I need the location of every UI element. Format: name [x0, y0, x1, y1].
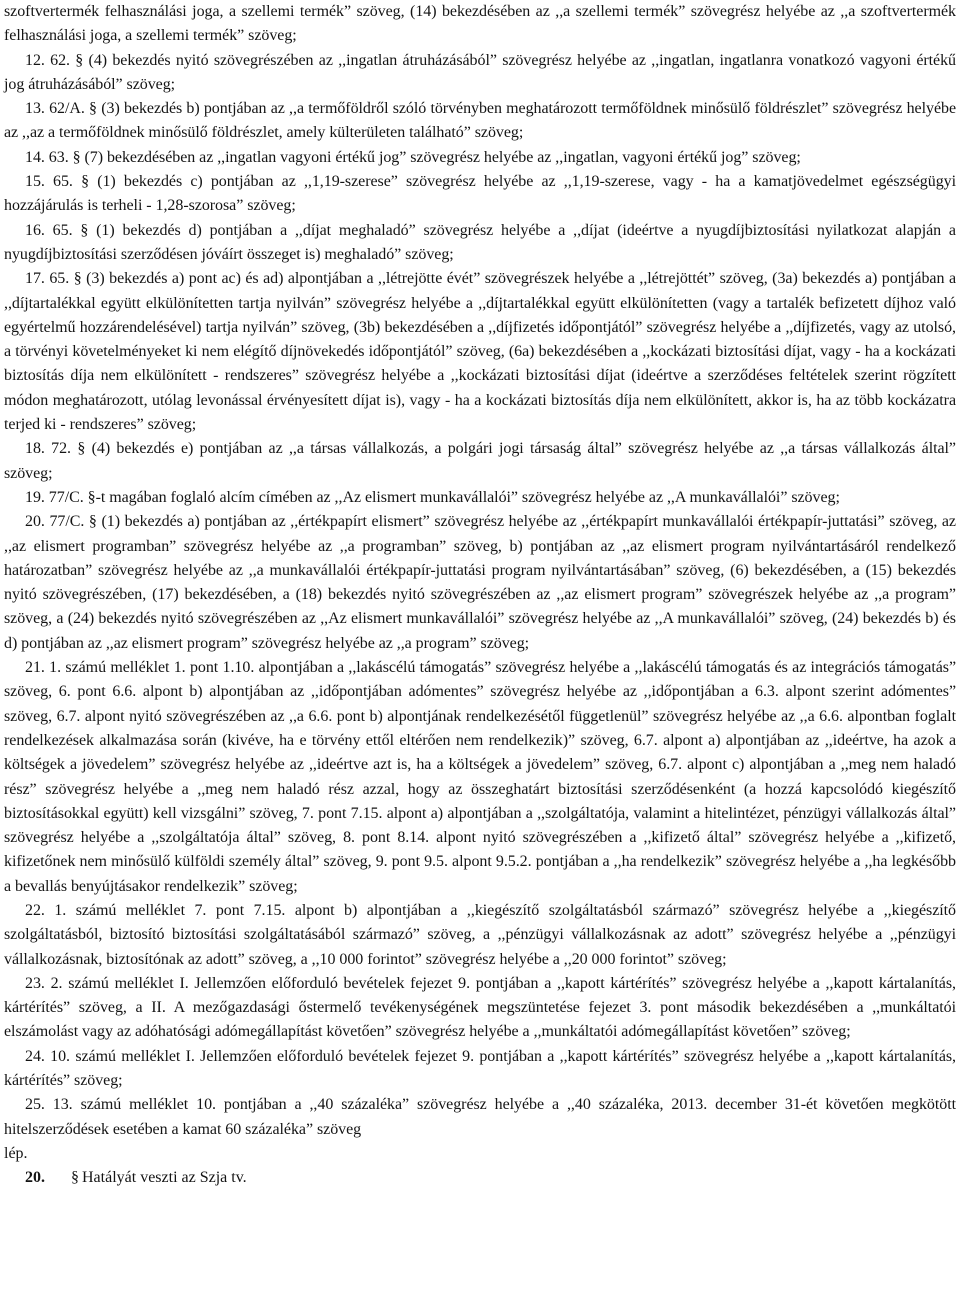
- amendment-item-23: 23. 2. számú melléklet I. Jellemzően előforduló bevételek fejezet 9. pontjában a ,,kapott kártérítés” szövegrész helyébe a ,,kapott kártalanítás, kártérítés” szöveg, a II. A mezőgazdasági őstermelő tevékenységének megszüntetése fejezet 3. pont második bekezdésében a ,,munkáltatói elszámolást vagy az adóhatósági adómegállapítást követően” szövegrész helyébe a ,,munkáltatói adómegállapítást követően” szöveg;: [4, 974, 956, 1041]
- amendment-item-20: 20. 77/C. § (1) bekezdés a) pontjában az ,,értékpapírt elismert” szövegrész helyébe az ,,értékpapírt munkavállalói értékpapír-juttatási” szöveg, az ,,az elismert programban” szövegrész helyébe az ,,a programban” szöveg, b) pontjában az ,,az elismert program nyilvántartásáról rendelkező határozatban” szövegrész helyébe az ,,a munkavállalói értékpapír-juttatási program nyilvántartásában” szöveg, (6) bekezdésében, a (15) bekezdés nyitó szövegrészében, (17) bekezdésében, a (18) bekezdés nyitó szövegrészében az ,,az elismert program” szövegrészek helyébe az ,,a program” szöveg, a (24) bekezdés nyitó szövegrészében az ,,Az elismert munkavállalói” szövegrész helyébe az ,,A munkavállalói” szöveg, (24) bekezdés b) és d) pontjában az ,,az elismert program” szövegrész helyébe az ,,a program” szöveg;: [4, 513, 956, 652]
- paragraph-continuation: szoftvertermék felhasználási joga, a szellemi termék” szöveg, (14) bekezdésében az ,,a szellemi termék” szövegrész helyébe az ,,a szoftvertermék felhasználási joga, a szellemi termék” szöveg;: [4, 3, 956, 45]
- amendment-item-15: 15. 65. § (1) bekezdés c) pontjában az ,,1,19-szerese” szövegrész helyébe az ,,1,19-szerese, vagy - ha a kamatjövedelmet egészségügyi hozzájárulás is terheli - 1,28-szorosa” szöveg;: [4, 173, 956, 215]
- amendment-item-19: 19. 77/C. §-t magában foglaló alcím címében az ,,Az elismert munkavállalói” szövegrész helyébe az ,,A munkavállalói” szöveg;: [25, 488, 840, 506]
- amendment-item-12: 12. 62. § (4) bekezdés nyitó szövegrészében az ,,ingatlan átruházásából” szövegrész helyébe az ,,ingatlan, ingatlanra vonatkozó vagyoni értékű jog átruházásából” szöveg;: [4, 51, 956, 93]
- section-20: [4, 1166, 956, 1190]
- amendment-item-21: 21. 1. számú melléklet 1. pont 1.10. alpontjában a ,,lakáscélú támogatás” szövegrész helyébe a ,,lakáscélú támogatás és az integrációs támogatás” szöveg, 6. pont 6.6. alpont b) alpontjában az ,,időpontjában adómentes” szövegrész helyébe az ,,időpontjában a 6.3. alpont szerint adómentes” szöveg, 6.7. alpont nyitó szövegrészében az ,,a 6.6. pont b) alpontjának rendelkezésétől függetlenül” szövegrész helyébe az ,,a 6.6. alpontban foglalt rendelkezések alkalmazása során (kivéve, ha e törvény ettől eltérően nem rendelkezik)” szöveg, 6.7. alpont a) alpontjában az ,,ideértve, ha azok a költségek a jövedelem” szövegrész helyébe az ,,ideértve azt is, ha a költségek a jövedelem” szöveg, 6.7. alpont c) alpontjában a ,,meg nem haladó rész” szövegrész helyébe a ,,meg nem haladó rész azzal, hogy az összeghatárt biztosítási szerződésenként (a hozzá kapcsolódó kiegészítő biztosításokkal együtt) kell vizsgálni” szöveg, 7. pont 7.15. alpont a) alpontjában a ,,szolgáltatója, valamint a hitelintézet, pénzügyi vállalkozás által” szövegrész helyébe a ,,szolgáltatója által” szöveg, 8. pont 8.14. alpont nyitó szövegrészében a ,,kifizető által” szövegrész helyébe a ,,kifizető, kifizetőnek nem minősülő külföldi személy által” szöveg, 9. pont 9.5. alpont 9.5.2. pontjában a ,,ha rendelkezik” szövegrész helyébe a ,,ha legkésőbb a bevallás benyújtásakor rendelkezik” szöveg;: [4, 659, 956, 895]
- closing-word: lép.: [4, 1144, 28, 1162]
- amendment-item-16: 16. 65. § (1) bekezdés d) pontjában a ,,díjat meghaladó” szövegrész helyébe a ,,díjat (ideértve a nyugdíjbiztosítási nyilatkozat alapján a nyugdíjbiztosítási szerződésen jóváírt összeget is) meghaladó” szöveg;: [4, 221, 956, 263]
- amendment-item-25: 25. 13. számú melléklet 10. pontjában a ,,40 százaléka” szövegrész helyébe a ,,40 százaléka, 2013. december 31-ét követően megkötött hitelszerződések esetében a kamat 60 százaléka” szöveg: [4, 1096, 956, 1138]
- amendment-item-13: 13. 62/A. § (3) bekezdés b) pontjában az ,,a termőföldről szóló törvényben meghatározott termőföldnek minősülő földrészlet” szövegrész helyébe az ,,az a termőföldnek minősülő földrészlet, amely külterületen található” szöveg;: [4, 100, 956, 142]
- section-text: Hatályát veszti az Szja tv.: [82, 1169, 247, 1187]
- amendment-item-24: 24. 10. számú melléklet I. Jellemzően előforduló bevételek fejezet 9. pontjában a ,,kapott kártérítés” szövegrész helyébe a ,,kapott kártalanítás, kártérítés” szöveg;: [4, 1047, 956, 1090]
- amendment-item-17: 17. 65. § (3) bekezdés a) pont ac) és ad) alpontjában a ,,létrejötte évét” szövegrészek helyébe a ,,létrejöttét” szöveg, (3a) bekezdés a) pontjában a ,,díjtartalékkal együtt elkülönítetten tartja nyilván” szövegrész helyébe a ,,díjtartalékkal együtt elkülönítetten (vagy a tartalék befizetett díjhoz való egyértelmű hozzárendelésével) tartja nyilván” szöveg, (3b) bekezdésében a ,,díjfizetés időpontjától” szövegrész helyébe a ,,díjfizetés, vagy az utolsó, a törvényi követelményeket ki nem elégítő díjnövekedés időpontjától” szöveg, (6a) bekezdésében a ,,kockázati biztosítási díjat, vagy - ha a kockázati biztosítás díja nem elkülönített - rendszeres” szövegrész helyébe a ,,kockázati biztosítási díjat (ideértve a szerződéses feltételek szerint rögzített módon meghatározott, utólag levonással érvényesített díjat is), vagy - ha a kockázati biztosítás díja nem elkülönített, akkor is, ha az több kockázatra terjed ki - rendszeres” szöveg;: [4, 270, 956, 434]
- section-number: 20.: [25, 1169, 45, 1187]
- section-symbol: §: [71, 1169, 79, 1187]
- amendment-item-18: 18. 72. § (4) bekezdés e) pontjában az ,,a társas vállalkozás, a polgári jogi társaság által” szövegrész helyébe az ,,a társas vállalkozás által” szöveg;: [4, 440, 956, 482]
- amendment-item-14: 14. 63. § (7) bekezdésében az ,,ingatlan vagyoni értékű jog” szövegrész helyébe az ,,ingatlan, vagyoni értékű jog” szöveg;: [25, 148, 801, 166]
- amendment-item-22: 22. 1. számú melléklet 7. pont 7.15. alpont b) alpontjában a ,,kiegészítő szolgáltatásból származó” szövegrész helyébe a ,,kiegészítő szolgáltatásból, biztosító biztosítási szolgáltatásából származó” szöveg, a ,,pénzügyi vállalkozásnak az adott” szövegrész helyébe a ,,pénzügyi vállalkozásnak, biztosítónak az adott” szöveg, a ,,10 000 forintot” szövegrész helyébe a ,,20 000 forintot” szöveg;: [4, 901, 956, 968]
